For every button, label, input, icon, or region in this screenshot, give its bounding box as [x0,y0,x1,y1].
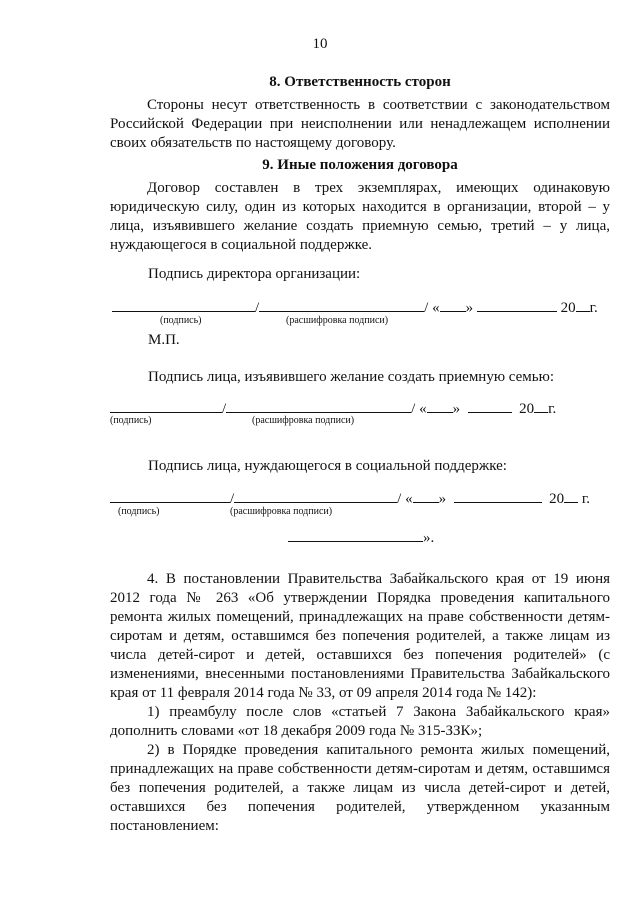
amendment-subitem-2: 2) в Порядке проведения капитального ремонта жилых помещений, принадлежащих на праве собственности детям-сиротам и детям, оставшимся без попечения родителей, а также лицам из числа детей-сирот и детей, оставшихся без попечения родителей, утвержденном указанным постановлением: [110,742,610,834]
amendment-block [110,570,610,836]
social-month-field[interactable] [454,488,542,503]
social-decode-field[interactable] [234,488,397,503]
page-number: 10 [312,36,328,52]
director-date-open: / « [424,300,440,316]
family-year-field[interactable] [534,398,548,413]
social-signature-line [110,488,590,509]
director-month-field[interactable] [477,297,557,312]
social-sign-caption: (подпись) [118,506,160,517]
section-9-text: Договор составлен в трех экземплярах, имеющих одинаковую юридическую силу, один из которых находится в организации, второй – у лица, изъявившего желание создать приемную семью, третий – у лица, нуждающегося в социальной поддержке. [110,180,610,253]
social-date-open: / « [397,491,413,507]
director-decode-field[interactable] [259,297,424,312]
closing-line [288,527,434,548]
closing-quote: ». [423,530,435,546]
director-year-field[interactable] [576,297,590,312]
director-year-suffix: г. [589,300,598,316]
family-sign-caption: (подпись) [110,415,152,426]
director-sign-caption: (подпись) [160,315,202,326]
director-year-prefix: 20 [560,300,576,316]
family-date-mid: » [452,401,461,417]
stamp-placeholder: М.П. [148,332,180,348]
social-year-suffix: г. [581,491,591,507]
social-signature-field[interactable] [110,488,230,503]
family-signature-field[interactable] [110,398,222,413]
family-month-field[interactable] [468,398,512,413]
section-8-text: Стороны несут ответственность в соответствии с законодательством Российской Федерации при неисполнении или ненадлежащем исполнении своих обязательств по настоящему договору. [110,97,610,151]
family-slash: / [222,401,227,417]
social-year-prefix: 20 [549,491,565,507]
amendment-subitem-1: 1) преамбулу после слов «статьей 7 Закона Забайкальского края» дополнить словами «от 18 декабря 2009 года № 315-ЗЗК»; [110,704,610,739]
amendment-item-4: 4. В постановлении Правительства Забайкальского края от 19 июня 2012 года № 263 «Об утверждении Порядка проведения капитального ремонта жилых помещений, принадлежащих на праве собственности детям-сиротам и детям, оставшимся без попечения родителей, а также лицам из числа детей-сирот и детей, оставшихся без попечения родителей» (с изменениями, внесенными постановлениями Правительства Забайкальского края от 11 февраля 2014 года № 33, от 09 апреля 2014 года № 142): [110,571,610,701]
director-slash: / [255,300,260,316]
family-signature-label: Подпись лица, изъявившего желание создать приемную семью: [148,369,554,385]
social-decode-caption: (расшифровка подписи) [230,506,333,517]
social-signature-label: Подпись лица, нуждающегося в социальной поддержке: [148,458,507,474]
social-day-field[interactable] [413,488,439,503]
family-year-prefix: 20 [519,401,535,417]
section-8-heading: 8. Ответственность сторон [269,74,451,90]
social-slash: / [230,491,235,507]
director-signature-field[interactable] [112,297,255,312]
section-9-heading: 9. Иные положения договора [262,157,458,173]
family-decode-caption: (расшифровка подписи) [252,415,355,426]
family-date-open: / « [411,401,427,417]
director-signature-label: Подпись директора организации: [148,266,361,282]
director-decode-caption: (расшифровка подписи) [286,315,389,326]
director-day-field[interactable] [440,297,466,312]
social-year-field[interactable] [564,488,578,503]
social-date-mid: » [438,491,447,507]
family-year-suffix: г. [548,401,557,417]
closing-field[interactable] [288,527,423,542]
family-decode-field[interactable] [226,398,411,413]
family-day-field[interactable] [427,398,453,413]
director-date-mid: » [465,300,474,316]
